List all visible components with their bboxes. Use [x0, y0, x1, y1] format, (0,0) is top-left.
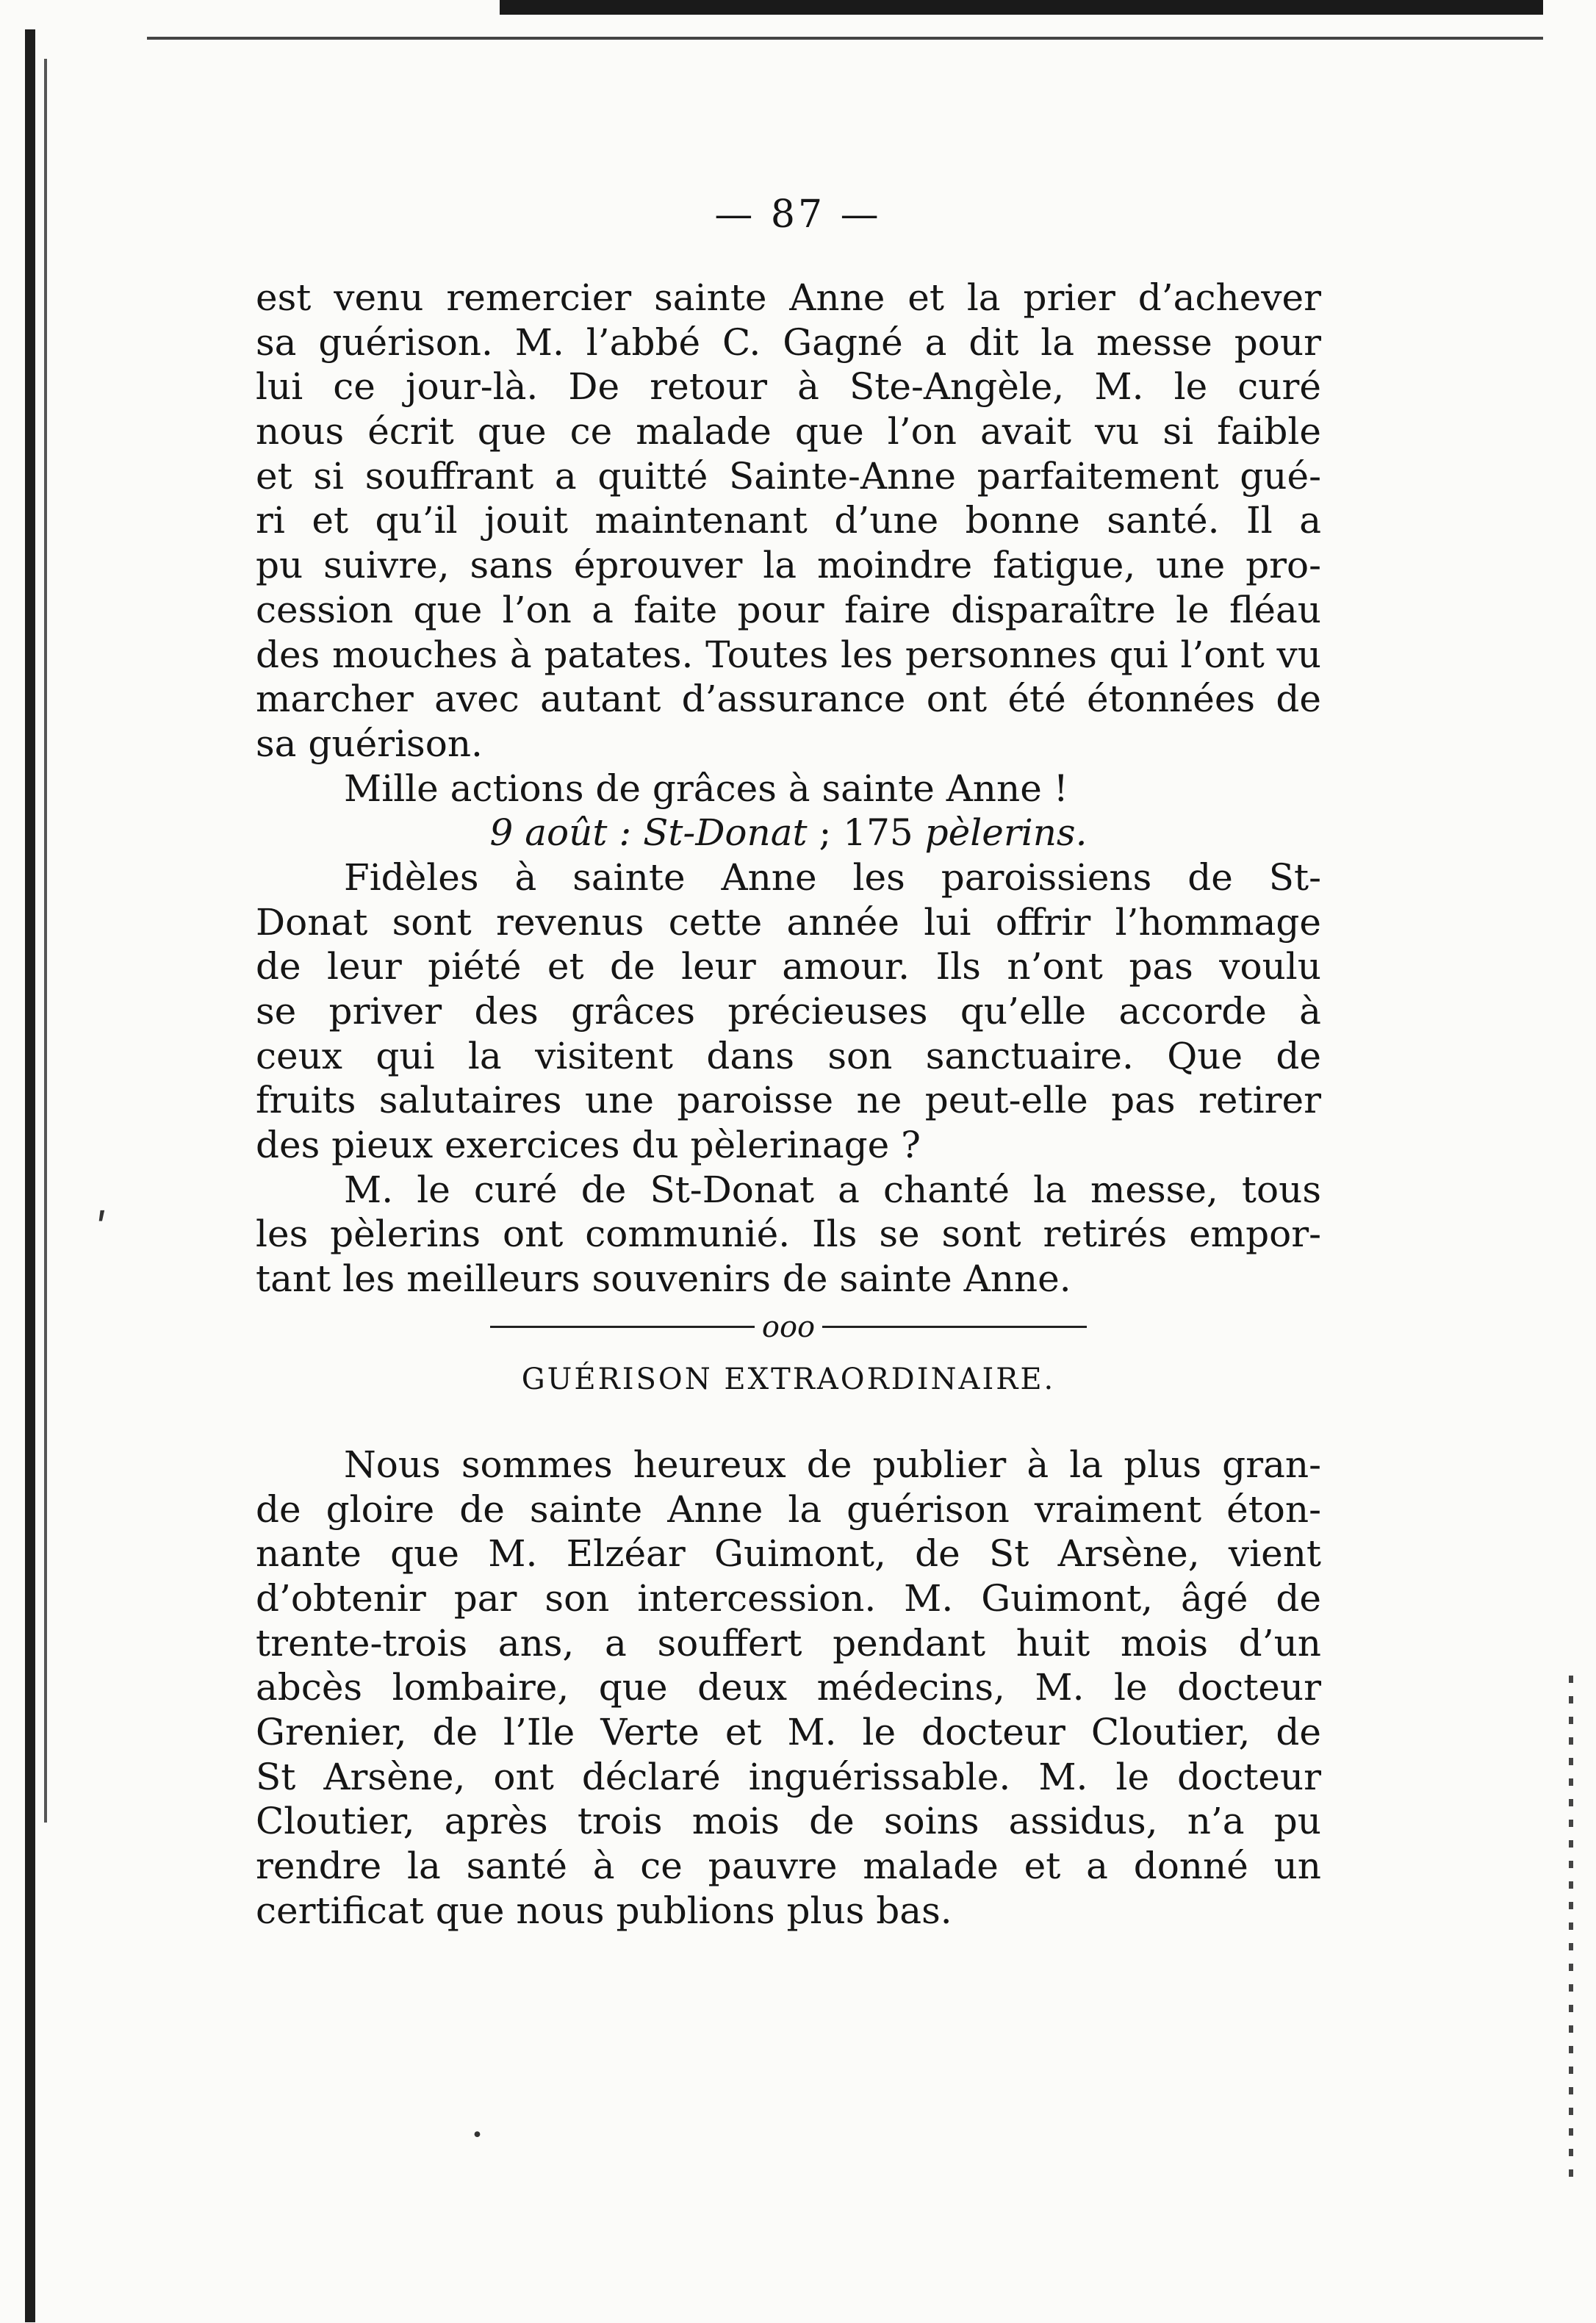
text-line: Nous sommes heureux de publier à la plus gran- [344, 1443, 1321, 1486]
text-line: Grenier, de l’Ile Verte et M. le docteur Cloutier, de [256, 1710, 1321, 1753]
text-line: sa guérison. M. l’abbé C. Gagné a dit la messe pour [256, 320, 1321, 364]
divider-ornament: ooo [761, 1310, 816, 1344]
pilgrimage-date: 9 août : [489, 811, 632, 855]
pilgrimage-count: 175 [843, 811, 913, 855]
top-border-mark [500, 0, 1543, 15]
left-binding-shadow [44, 59, 47, 1823]
top-thin-rule [147, 37, 1543, 40]
text-line: trente-trois ans, a souffert pendant huit mois d’un [256, 1621, 1321, 1665]
text-line: pu suivre, sans éprouver la moindre fatigue, une pro- [256, 544, 1321, 587]
text-line: se priver des grâces précieuses qu’elle accorde à [256, 990, 1321, 1033]
text-line: les pèlerins ont communié. Ils se sont retirés empor- [256, 1213, 1321, 1256]
text-line: M. le curé de St-Donat a chanté la messe, tous [344, 1168, 1321, 1211]
text-line: Cloutier, après trois mois de soins assidus, n’a pu [256, 1800, 1321, 1843]
page-number: — 87 — [714, 193, 882, 237]
text-line: est venu remercier sainte Anne et la prier d’achever [256, 276, 1321, 319]
bottom-paragraphs [256, 1443, 1321, 1934]
pilgrimage-pilgrims: pèlerins. [924, 811, 1088, 855]
margin-stray-mark: ʹ [96, 1205, 108, 1257]
text-line: fruits salutaires une paroisse ne peut-elle pas retirer [256, 1079, 1321, 1122]
text-line: abcès lombaire, que deux médecins, M. le docteur [256, 1666, 1321, 1709]
text-line: de leur piété et de leur amour. Ils n’ont pas voulu [256, 945, 1321, 988]
text-line: et si souffrant a quitté Sainte-Anne parfaitement gué- [256, 454, 1321, 498]
text-line: d’obtenir par son intercession. M. Guimont, âgé de [256, 1576, 1321, 1620]
text-line: Mille actions de grâces à sainte Anne ! [344, 766, 1068, 810]
text-line: ceux qui la visitent dans son sanctuaire. Que de [256, 1034, 1321, 1077]
page-body [256, 276, 1321, 1933]
text-line: Fidèles à sainte Anne les paroissiens de St- [344, 855, 1321, 899]
left-binding-edge [25, 29, 35, 2322]
text-line: de gloire de sainte Anne la guérison vraiment éton- [256, 1487, 1321, 1531]
text-line: tant les meilleurs souvenirs de sainte Anne. [256, 1257, 1071, 1301]
text-line: rendre la santé à ce pauvre malade et a donné un [256, 1845, 1321, 1887]
text-line: des mouches à patates. Toutes les personnes qui l’ont vu [256, 633, 1321, 676]
section-heading: GUÉRISON EXTRAORDINAIRE. [521, 1362, 1056, 1396]
text-line: Donat sont revenus cette année lui offrir l’hommage [256, 900, 1321, 944]
text-line: sa guérison. [256, 722, 483, 765]
text-line: marcher avec autant d’assurance ont été étonnées de [256, 678, 1321, 721]
right-edge-specks [1569, 1676, 1573, 2190]
text-line: ri et qu’il jouit maintenant d’une bonne santé. Il a [256, 499, 1321, 542]
text-line: certificat que nous publions plus bas. [256, 1889, 952, 1932]
top-paragraphs [256, 276, 1321, 811]
heading-gap [256, 1406, 1321, 1443]
middle-paragraphs [256, 855, 1321, 1301]
text-line: nous écrit que ce malade que l’on avait vu si faible [256, 410, 1321, 453]
pilgrimage-sep: ; [819, 811, 832, 855]
text-line: St Arsène, ont déclaré inguérissable. M. le docteur [256, 1755, 1321, 1798]
text-line: lui ce jour-là. De retour à Ste-Angèle, M. le curé [256, 365, 1321, 409]
section-divider [256, 1301, 1321, 1353]
text-line: des pieux exercices du pèlerinage ? [256, 1124, 921, 1167]
bottom-stray-mark: · [470, 2109, 485, 2161]
pilgrimage-place: St-Donat [643, 811, 808, 855]
text-line: cession que l’on a faite pour faire disparaître le fléau [256, 588, 1321, 631]
divider-bar-right [822, 1326, 1087, 1328]
divider-bar-left [490, 1326, 755, 1328]
pilgrimage-line [256, 811, 1321, 855]
text-line: nante que M. Elzéar Guimont, de St Arsène, vient [256, 1532, 1321, 1576]
